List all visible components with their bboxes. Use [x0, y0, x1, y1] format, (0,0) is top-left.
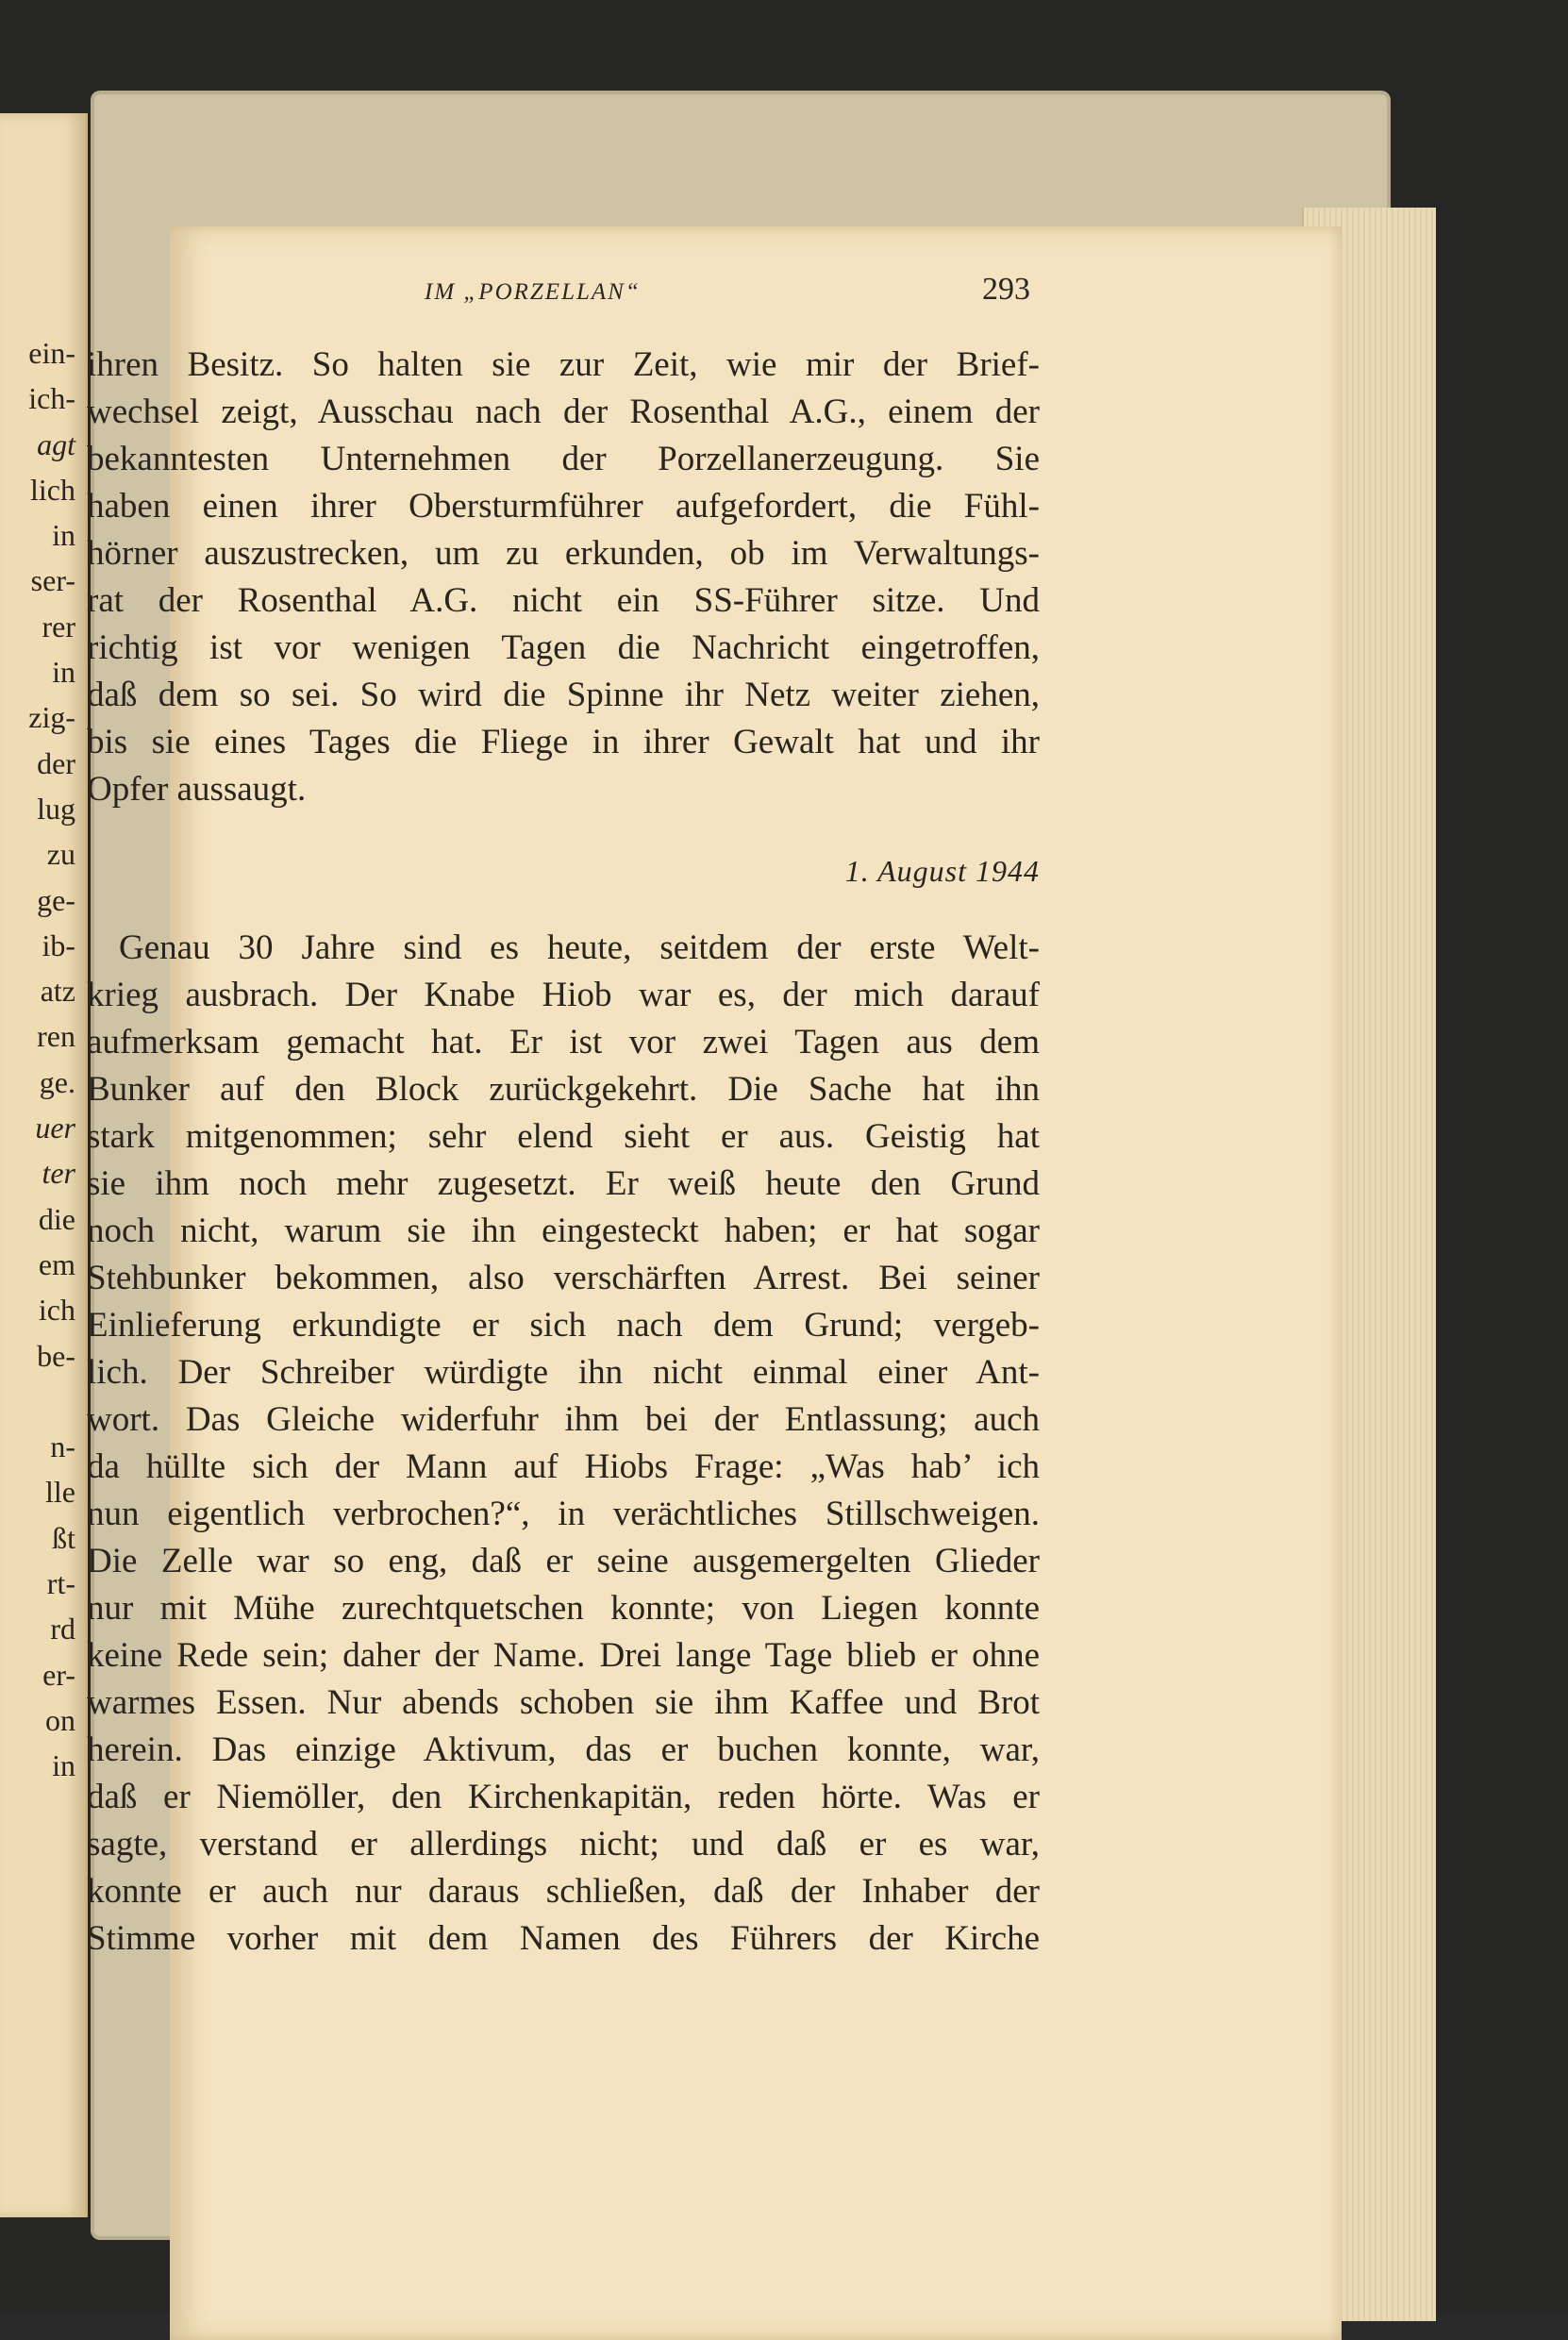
text-line: keine Rede sein; daher der Name. Drei lange Tage blieb er ohne — [87, 1636, 1040, 1675]
text-line: Genau 30 Jahre sind es heute, seitdem der erste Welt- — [119, 928, 1040, 967]
left-fragment: zu — [46, 837, 75, 872]
text-line: lich. Der Schreiber würdigte ihn nicht einmal einer Ant- — [87, 1353, 1040, 1392]
text-line: nur mit Mühe zurechtquetschen konnte; von Liegen konnte — [87, 1589, 1040, 1628]
text-line: Einlieferung erkundigte er sich nach dem Grund; vergeb- — [87, 1306, 1040, 1345]
text-line: Die Zelle war so eng, daß er seine ausgemergelten Glieder — [87, 1542, 1040, 1580]
left-fragment: in — [52, 518, 75, 553]
left-fragment: ge. — [39, 1064, 75, 1099]
text-line: konnte er auch nur daraus schließen, daß der Inhaber der — [87, 1872, 1040, 1911]
text-line: krieg ausbrach. Der Knabe Hiob war es, der mich darauf — [87, 976, 1040, 1014]
left-fragment: lich — [30, 472, 75, 507]
text-line: sagte, verstand er allerdings nicht; und daß er es war, — [87, 1825, 1040, 1864]
running-title: IM „PORZELLAN“ — [425, 279, 641, 305]
left-fragment: ge- — [37, 882, 75, 917]
text-line: bis sie eines Tages die Fliege in ihrer Gewalt hat und ihr — [87, 723, 1040, 761]
text-line: Opfer aussaugt. — [87, 770, 307, 809]
left-fragment: ein- — [28, 336, 75, 370]
left-fragment: agt — [37, 426, 75, 461]
left-fragment: in — [52, 655, 75, 690]
text-line: daß er Niemöller, den Kirchenkapitän, reden hörte. Was er — [87, 1778, 1040, 1816]
text-line: Stehbunker bekommen, also verschärften Arrest. Bei seiner — [87, 1259, 1040, 1297]
left-fragment: atz — [40, 974, 75, 1009]
text-line: herein. Das einzige Aktivum, das er buchen konnte, war, — [87, 1730, 1040, 1769]
left-fragment: ren — [37, 1019, 75, 1054]
text-line: aufmerksam gemacht hat. Er ist vor zwei Tagen aus dem — [87, 1023, 1040, 1061]
text-line: Bunker auf den Block zurückgekehrt. Die Sache hat ihn — [87, 1070, 1040, 1109]
left-page-edge — [0, 113, 88, 2217]
left-fragment: die — [38, 1201, 75, 1236]
left-fragment: n- — [50, 1429, 75, 1464]
entry-date: 1. August 1944 — [844, 854, 1040, 888]
left-fragment: rd — [50, 1612, 75, 1646]
left-fragment: der — [37, 745, 75, 780]
text-line: noch nicht, warum sie ihn eingesteckt haben; er hat sogar — [87, 1212, 1040, 1250]
left-fragment: rt- — [46, 1566, 75, 1601]
page-header — [151, 272, 1038, 319]
left-fragment: lle — [45, 1475, 75, 1510]
left-fragment: em — [38, 1246, 75, 1281]
left-fragment: ter — [42, 1156, 75, 1191]
text-line: bekanntesten Unternehmen der Porzellanerzeugung. Sie — [87, 440, 1040, 478]
left-fragment: ich — [38, 1293, 75, 1328]
page-number: 293 — [982, 272, 1030, 307]
text-line: daß dem so sei. So wird die Spinne ihr Netz weiter ziehen, — [87, 676, 1040, 714]
text-line: da hüllte sich der Mann auf Hiobs Frage: „Was hab’ ich — [87, 1447, 1040, 1486]
left-fragment: uer — [35, 1111, 75, 1145]
left-fragment: in — [52, 1748, 75, 1783]
text-line: warmes Essen. Nur abends schoben sie ihm Kaffee und Brot — [87, 1683, 1040, 1722]
text-line: rat der Rosenthal A.G. nicht ein SS-Führer sitze. Und — [87, 581, 1040, 620]
paragraph-2 — [87, 925, 1040, 1963]
text-line: wort. Das Gleiche widerfuhr ihm bei der Entlassung; auch — [87, 1400, 1040, 1439]
text-line: sie ihm noch mehr zugesetzt. Er weiß heute den Grund — [87, 1164, 1040, 1203]
left-fragment: be- — [37, 1338, 75, 1373]
paragraph-1 — [87, 342, 1040, 813]
text-line: stark mitgenommen; sehr elend sieht er aus. Geistig hat — [87, 1117, 1040, 1156]
left-fragment: ser- — [30, 563, 75, 598]
left-fragment: ich- — [28, 381, 75, 416]
text-line: hörner auszustrecken, um zu erkunden, ob im Verwaltungs- — [87, 534, 1040, 573]
text-line: ihren Besitz. So halten sie zur Zeit, wie mir der Brief- — [87, 345, 1040, 384]
left-fragment: ßt — [52, 1520, 75, 1555]
text-line: nun eigentlich verbrochen?“, in verächtliches Stillschweigen. — [87, 1495, 1040, 1533]
left-fragment: on — [45, 1702, 75, 1737]
text-line: Stimme vorher mit dem Namen des Führers der Kirche — [87, 1919, 1040, 1958]
text-line: richtig ist vor wenigen Tagen die Nachricht eingetroffen, — [87, 628, 1040, 667]
left-fragment: er- — [42, 1657, 75, 1692]
text-line: wechsel zeigt, Ausschau nach der Rosenthal A.G., einem der — [87, 393, 1040, 431]
left-fragment: lug — [37, 791, 75, 826]
left-fragment: ib- — [42, 928, 75, 962]
left-fragment: zig- — [28, 700, 75, 735]
left-fragment: rer — [42, 609, 75, 644]
left-page-fragments — [0, 330, 75, 1789]
text-line: haben einen ihrer Obersturmführer aufgefordert, die Fühl- — [87, 487, 1040, 526]
